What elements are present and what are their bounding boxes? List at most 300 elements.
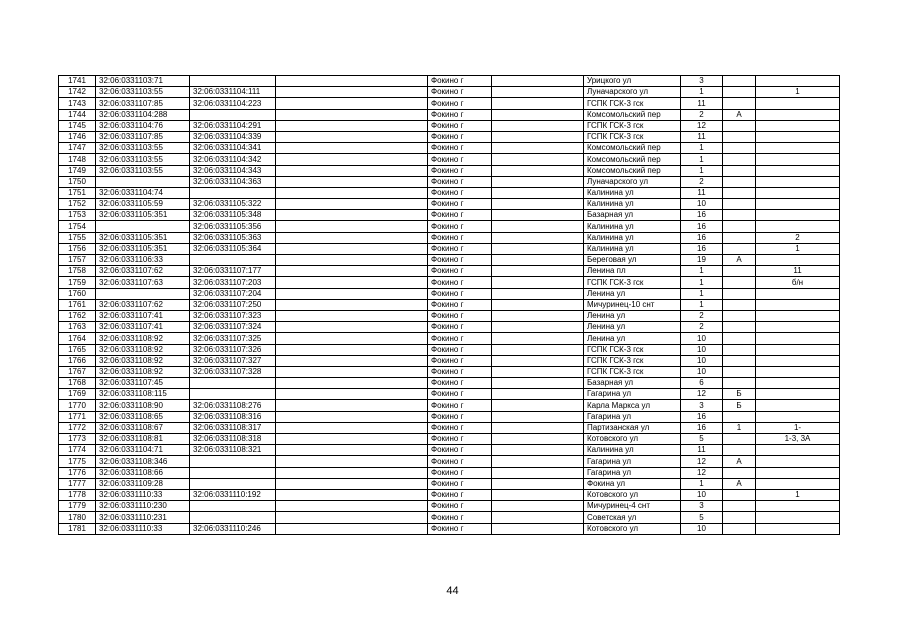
street-cell: Ленина ул — [584, 322, 681, 333]
cadastral-object-cell: 32:06:0331107:203 — [190, 277, 276, 288]
blank-cell — [492, 76, 584, 87]
cadastral-number-cell: 32:06:0331108:115 — [96, 389, 190, 400]
table-row — [59, 76, 840, 87]
house-number-cell: 1 — [681, 299, 723, 310]
row-number-cell: 1756 — [59, 243, 96, 254]
house-number-cell: 2 — [681, 176, 723, 187]
row-number-cell: 1758 — [59, 266, 96, 277]
cadastral-number-cell: 32:06:0331104:71 — [96, 445, 190, 456]
table-row — [59, 232, 840, 243]
blank-cell — [276, 199, 428, 210]
cadastral-object-cell — [190, 389, 276, 400]
table-row — [59, 389, 840, 400]
letter-cell — [723, 434, 756, 445]
apartment-cell — [756, 355, 840, 366]
row-number-cell: 1754 — [59, 221, 96, 232]
table-row — [59, 445, 840, 456]
cadastral-object-cell: 32:06:0331107:326 — [190, 344, 276, 355]
street-cell: Котовского ул — [584, 489, 681, 500]
house-number-cell: 5 — [681, 512, 723, 523]
apartment-cell — [756, 176, 840, 187]
blank-cell — [492, 389, 584, 400]
letter-cell — [723, 322, 756, 333]
row-number-cell: 1765 — [59, 344, 96, 355]
street-cell: Гагарина ул — [584, 411, 681, 422]
cadastral-number-cell: 32:06:0331107:45 — [96, 378, 190, 389]
cadastral-number-cell: 32:06:0331110:230 — [96, 501, 190, 512]
settlement-cell: Фокино г — [428, 120, 492, 131]
house-number-cell: 16 — [681, 221, 723, 232]
row-number-cell: 1757 — [59, 255, 96, 266]
cadastral-object-cell — [190, 456, 276, 467]
blank-cell — [492, 232, 584, 243]
table-row — [59, 299, 840, 310]
row-number-cell: 1773 — [59, 434, 96, 445]
house-number-cell: 11 — [681, 187, 723, 198]
settlement-cell: Фокино г — [428, 98, 492, 109]
cadastral-object-cell — [190, 467, 276, 478]
row-number-cell: 1749 — [59, 165, 96, 176]
table-row — [59, 210, 840, 221]
cadastral-number-cell: 32:06:0331103:55 — [96, 143, 190, 154]
letter-cell — [723, 366, 756, 377]
table-row — [59, 120, 840, 131]
settlement-cell: Фокино г — [428, 131, 492, 142]
row-number-cell: 1759 — [59, 277, 96, 288]
table-row — [59, 255, 840, 266]
letter-cell — [723, 512, 756, 523]
blank-cell — [276, 76, 428, 87]
blank-cell — [492, 467, 584, 478]
cadastral-object-cell: 32:06:0331104:342 — [190, 154, 276, 165]
cadastral-object-cell — [190, 512, 276, 523]
letter-cell — [723, 131, 756, 142]
cadastral-number-cell: 32:06:0331106:33 — [96, 255, 190, 266]
street-cell: Фокина ул — [584, 478, 681, 489]
apartment-cell — [756, 344, 840, 355]
settlement-cell: Фокино г — [428, 456, 492, 467]
apartment-cell — [756, 210, 840, 221]
apartment-cell: 1 — [756, 87, 840, 98]
table-row — [59, 366, 840, 377]
blank-cell — [276, 400, 428, 411]
house-number-cell: 16 — [681, 232, 723, 243]
blank-cell — [276, 333, 428, 344]
settlement-cell: Фокино г — [428, 355, 492, 366]
street-cell: Калинина ул — [584, 199, 681, 210]
house-number-cell: 16 — [681, 210, 723, 221]
settlement-cell: Фокино г — [428, 165, 492, 176]
cadastral-number-cell: 32:06:0331110:231 — [96, 512, 190, 523]
street-cell: Калинина ул — [584, 187, 681, 198]
table-row — [59, 489, 840, 500]
street-cell: Луначарского ул — [584, 87, 681, 98]
house-number-cell: 10 — [681, 355, 723, 366]
cadastral-number-cell: 32:06:0331107:85 — [96, 98, 190, 109]
cadastral-number-cell: 32:06:0331107:85 — [96, 131, 190, 142]
blank-cell — [276, 98, 428, 109]
apartment-cell — [756, 199, 840, 210]
settlement-cell: Фокино г — [428, 310, 492, 321]
house-number-cell: 10 — [681, 199, 723, 210]
cadastral-object-cell: 32:06:0331107:328 — [190, 366, 276, 377]
table-row — [59, 109, 840, 120]
blank-cell — [276, 109, 428, 120]
registry-table — [58, 75, 840, 535]
apartment-cell — [756, 221, 840, 232]
letter-cell — [723, 445, 756, 456]
cadastral-number-cell: 32:06:0331108:92 — [96, 366, 190, 377]
street-cell: Партизанская ул — [584, 422, 681, 433]
table-row — [59, 221, 840, 232]
street-cell: Базарная ул — [584, 378, 681, 389]
blank-cell — [492, 310, 584, 321]
settlement-cell: Фокино г — [428, 221, 492, 232]
cadastral-object-cell — [190, 255, 276, 266]
cadastral-number-cell: 32:06:0331108:90 — [96, 400, 190, 411]
cadastral-object-cell: 32:06:0331105:322 — [190, 199, 276, 210]
letter-cell — [723, 199, 756, 210]
blank-cell — [276, 523, 428, 534]
row-number-cell: 1755 — [59, 232, 96, 243]
street-cell: Калинина ул — [584, 221, 681, 232]
cadastral-number-cell: 32:06:0331109:28 — [96, 478, 190, 489]
street-cell: Мичуринец-10 снт — [584, 299, 681, 310]
house-number-cell: 10 — [681, 489, 723, 500]
settlement-cell: Фокино г — [428, 176, 492, 187]
blank-cell — [276, 422, 428, 433]
cadastral-object-cell: 32:06:0331108:317 — [190, 422, 276, 433]
apartment-cell — [756, 109, 840, 120]
blank-cell — [492, 98, 584, 109]
row-number-cell: 1769 — [59, 389, 96, 400]
house-number-cell: 1 — [681, 478, 723, 489]
table-row — [59, 131, 840, 142]
house-number-cell: 2 — [681, 109, 723, 120]
cadastral-number-cell: 32:06:0331105:351 — [96, 243, 190, 254]
cadastral-object-cell: 32:06:0331104:223 — [190, 98, 276, 109]
table-row — [59, 288, 840, 299]
letter-cell — [723, 277, 756, 288]
blank-cell — [492, 445, 584, 456]
street-cell: Калинина ул — [584, 445, 681, 456]
cadastral-object-cell: 32:06:0331107:204 — [190, 288, 276, 299]
apartment-cell — [756, 523, 840, 534]
cadastral-object-cell — [190, 187, 276, 198]
row-number-cell: 1760 — [59, 288, 96, 299]
row-number-cell: 1766 — [59, 355, 96, 366]
street-cell: ГСПК ГСК-3 гск — [584, 277, 681, 288]
settlement-cell: Фокино г — [428, 501, 492, 512]
blank-cell — [276, 243, 428, 254]
cadastral-object-cell: 32:06:0331105:363 — [190, 232, 276, 243]
blank-cell — [492, 366, 584, 377]
table-row — [59, 165, 840, 176]
house-number-cell: 3 — [681, 76, 723, 87]
table-row — [59, 277, 840, 288]
blank-cell — [276, 411, 428, 422]
settlement-cell: Фокино г — [428, 232, 492, 243]
blank-cell — [276, 434, 428, 445]
street-cell: ГСПК ГСК-3 гск — [584, 120, 681, 131]
blank-cell — [276, 154, 428, 165]
letter-cell — [723, 489, 756, 500]
blank-cell — [276, 489, 428, 500]
cadastral-number-cell: 32:06:0331103:55 — [96, 154, 190, 165]
house-number-cell: 5 — [681, 434, 723, 445]
apartment-cell — [756, 478, 840, 489]
street-cell: Ленина ул — [584, 333, 681, 344]
apartment-cell: 11 — [756, 266, 840, 277]
blank-cell — [492, 489, 584, 500]
settlement-cell: Фокино г — [428, 467, 492, 478]
letter-cell: А — [723, 255, 756, 266]
cadastral-object-cell: 32:06:0331104:363 — [190, 176, 276, 187]
row-number-cell: 1775 — [59, 456, 96, 467]
row-number-cell: 1768 — [59, 378, 96, 389]
row-number-cell: 1753 — [59, 210, 96, 221]
apartment-cell — [756, 501, 840, 512]
apartment-cell — [756, 131, 840, 142]
row-number-cell: 1741 — [59, 76, 96, 87]
blank-cell — [276, 221, 428, 232]
cadastral-number-cell: 32:06:0331104:74 — [96, 187, 190, 198]
row-number-cell: 1780 — [59, 512, 96, 523]
settlement-cell: Фокино г — [428, 87, 492, 98]
blank-cell — [492, 322, 584, 333]
house-number-cell: 1 — [681, 288, 723, 299]
apartment-cell: б/н — [756, 277, 840, 288]
settlement-cell: Фокино г — [428, 523, 492, 534]
row-number-cell: 1761 — [59, 299, 96, 310]
cadastral-number-cell: 32:06:0331108:92 — [96, 333, 190, 344]
letter-cell — [723, 187, 756, 198]
settlement-cell: Фокино г — [428, 445, 492, 456]
letter-cell — [723, 232, 756, 243]
cadastral-object-cell: 32:06:0331104:343 — [190, 165, 276, 176]
cadastral-number-cell: 32:06:0331108:346 — [96, 456, 190, 467]
blank-cell — [492, 266, 584, 277]
settlement-cell: Фокино г — [428, 411, 492, 422]
settlement-cell: Фокино г — [428, 266, 492, 277]
house-number-cell: 11 — [681, 98, 723, 109]
house-number-cell: 2 — [681, 310, 723, 321]
house-number-cell: 3 — [681, 400, 723, 411]
apartment-cell: 1-3, 3А — [756, 434, 840, 445]
letter-cell — [723, 87, 756, 98]
letter-cell — [723, 76, 756, 87]
blank-cell — [492, 501, 584, 512]
blank-cell — [492, 299, 584, 310]
table-row — [59, 143, 840, 154]
row-number-cell: 1745 — [59, 120, 96, 131]
blank-cell — [492, 255, 584, 266]
house-number-cell: 16 — [681, 422, 723, 433]
blank-cell — [492, 456, 584, 467]
row-number-cell: 1764 — [59, 333, 96, 344]
settlement-cell: Фокино г — [428, 389, 492, 400]
cadastral-object-cell: 32:06:0331107:327 — [190, 355, 276, 366]
letter-cell — [723, 154, 756, 165]
street-cell: Ленина ул — [584, 288, 681, 299]
house-number-cell: 16 — [681, 411, 723, 422]
house-number-cell: 1 — [681, 165, 723, 176]
letter-cell — [723, 210, 756, 221]
street-cell: ГСПК ГСК-3 гск — [584, 355, 681, 366]
settlement-cell: Фокино г — [428, 76, 492, 87]
blank-cell — [276, 355, 428, 366]
blank-cell — [492, 344, 584, 355]
row-number-cell: 1778 — [59, 489, 96, 500]
table-row — [59, 411, 840, 422]
blank-cell — [492, 434, 584, 445]
blank-cell — [276, 310, 428, 321]
blank-cell — [276, 232, 428, 243]
cadastral-object-cell: 32:06:0331107:250 — [190, 299, 276, 310]
row-number-cell: 1777 — [59, 478, 96, 489]
table-row — [59, 456, 840, 467]
settlement-cell: Фокино г — [428, 210, 492, 221]
cadastral-number-cell: 32:06:0331103:55 — [96, 165, 190, 176]
apartment-cell — [756, 400, 840, 411]
settlement-cell: Фокино г — [428, 288, 492, 299]
apartment-cell: 1 — [756, 243, 840, 254]
apartment-cell: 2 — [756, 232, 840, 243]
house-number-cell: 12 — [681, 467, 723, 478]
blank-cell — [276, 322, 428, 333]
street-cell: Комсомольский пер — [584, 165, 681, 176]
settlement-cell: Фокино г — [428, 322, 492, 333]
blank-cell — [492, 187, 584, 198]
blank-cell — [276, 187, 428, 198]
street-cell: Советская ул — [584, 512, 681, 523]
street-cell: Ленина пл — [584, 266, 681, 277]
settlement-cell: Фокино г — [428, 299, 492, 310]
blank-cell — [492, 120, 584, 131]
table-row — [59, 187, 840, 198]
street-cell: ГСПК ГСК-3 гск — [584, 366, 681, 377]
blank-cell — [492, 411, 584, 422]
blank-cell — [492, 333, 584, 344]
cadastral-object-cell: 32:06:0331108:321 — [190, 445, 276, 456]
cadastral-number-cell: 32:06:0331108:66 — [96, 467, 190, 478]
apartment-cell — [756, 299, 840, 310]
street-cell: Котовского ул — [584, 434, 681, 445]
blank-cell — [492, 288, 584, 299]
row-number-cell: 1770 — [59, 400, 96, 411]
blank-cell — [276, 389, 428, 400]
letter-cell — [723, 355, 756, 366]
cadastral-number-cell: 32:06:0331104:288 — [96, 109, 190, 120]
cadastral-number-cell: 32:06:0331105:351 — [96, 232, 190, 243]
settlement-cell: Фокино г — [428, 243, 492, 254]
cadastral-number-cell: 32:06:0331103:55 — [96, 87, 190, 98]
house-number-cell: 6 — [681, 378, 723, 389]
blank-cell — [492, 400, 584, 411]
cadastral-number-cell — [96, 176, 190, 187]
apartment-cell — [756, 288, 840, 299]
row-number-cell: 1747 — [59, 143, 96, 154]
table-row — [59, 523, 840, 534]
apartment-cell — [756, 98, 840, 109]
house-number-cell: 1 — [681, 277, 723, 288]
cadastral-number-cell: 32:06:0331110:33 — [96, 489, 190, 500]
page-number: 44 — [446, 585, 459, 597]
blank-cell — [276, 87, 428, 98]
letter-cell — [723, 176, 756, 187]
blank-cell — [276, 512, 428, 523]
letter-cell: А — [723, 478, 756, 489]
blank-cell — [492, 87, 584, 98]
row-number-cell: 1744 — [59, 109, 96, 120]
street-cell: Береговая ул — [584, 255, 681, 266]
letter-cell — [723, 378, 756, 389]
blank-cell — [492, 355, 584, 366]
cadastral-object-cell: 32:06:0331107:177 — [190, 266, 276, 277]
street-cell: Луначарского ул — [584, 176, 681, 187]
apartment-cell — [756, 512, 840, 523]
settlement-cell: Фокино г — [428, 434, 492, 445]
letter-cell — [723, 344, 756, 355]
table-row — [59, 501, 840, 512]
table-row — [59, 266, 840, 277]
blank-cell — [276, 366, 428, 377]
table-row — [59, 243, 840, 254]
blank-cell — [492, 422, 584, 433]
apartment-cell — [756, 143, 840, 154]
street-cell: Калинина ул — [584, 232, 681, 243]
street-cell: Котовского ул — [584, 523, 681, 534]
blank-cell — [276, 266, 428, 277]
row-number-cell: 1748 — [59, 154, 96, 165]
apartment-cell — [756, 366, 840, 377]
letter-cell — [723, 288, 756, 299]
letter-cell: Б — [723, 389, 756, 400]
table-row — [59, 199, 840, 210]
cadastral-object-cell — [190, 501, 276, 512]
street-cell: Калинина ул — [584, 243, 681, 254]
letter-cell — [723, 98, 756, 109]
row-number-cell: 1746 — [59, 131, 96, 142]
cadastral-number-cell — [96, 221, 190, 232]
settlement-cell: Фокино г — [428, 489, 492, 500]
table-row — [59, 478, 840, 489]
cadastral-object-cell: 32:06:0331105:356 — [190, 221, 276, 232]
blank-cell — [276, 176, 428, 187]
blank-cell — [492, 512, 584, 523]
letter-cell — [723, 411, 756, 422]
house-number-cell: 12 — [681, 120, 723, 131]
blank-cell — [492, 277, 584, 288]
blank-cell — [276, 255, 428, 266]
house-number-cell: 11 — [681, 445, 723, 456]
blank-cell — [492, 131, 584, 142]
street-cell: ГСПК ГСК-3 гск — [584, 131, 681, 142]
settlement-cell: Фокино г — [428, 154, 492, 165]
house-number-cell: 16 — [681, 243, 723, 254]
cadastral-object-cell — [190, 478, 276, 489]
table-row — [59, 322, 840, 333]
settlement-cell: Фокино г — [428, 277, 492, 288]
blank-cell — [276, 344, 428, 355]
cadastral-object-cell: 32:06:0331110:192 — [190, 489, 276, 500]
settlement-cell: Фокино г — [428, 512, 492, 523]
house-number-cell: 3 — [681, 501, 723, 512]
blank-cell — [276, 143, 428, 154]
blank-cell — [492, 221, 584, 232]
blank-cell — [492, 176, 584, 187]
cadastral-number-cell: 32:06:0331107:62 — [96, 266, 190, 277]
